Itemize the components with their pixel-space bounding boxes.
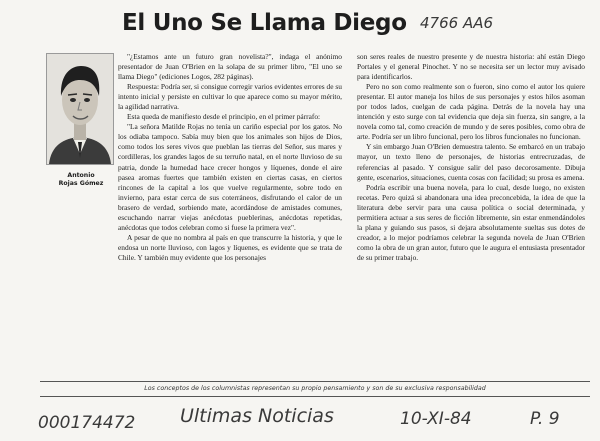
handwritten-page: P. 9 [530,409,560,429]
article-column-2 [357,52,585,263]
paragraph: Respuesta: Podría ser, si consigue corregir varios evidentes errores de su intento inicial y persiste en cultivar lo que aparece como su mayor mérito, la agilidad narrativa. [118,82,342,112]
divider [40,381,590,382]
paragraph: "¿Estamos ante un futuro gran novelista?", indaga el anónimo presentador de Juan O'Brien en la solapa de su primer libro, "El uno se llama Diego" (ediciones Logos, 282 páginas). [118,52,342,82]
handwritten-catalog-number: 4766 AA6 [420,14,494,32]
paragraph: Pero no son como realmente son o fueron, sino como el autor los quiere presentar. El autor maneja los hilos de sus personajes y estos hilos asoman por todos lados, cuelgan de cada página. Detrás de la novela hay una intención y esto surge con tal evidencia que deja sin fuerza, sin sangre, a la novela como tal, como creación de mundo y de seres posibles, como obra de arte. Podría ser un libro funcional, pero los libros funcionales no funcionan. [357,82,585,142]
caption-first-name: Antonio [67,172,95,179]
paragraph: Y sin embargo Juan O'Brien demuestra talento. Se embarcó en un trabajo mayor, un texto lleno de personajes, de historias entrecruzadas, de referencias al pasado. Y consigue salir del paso decorosamente. Dibuja gente, escenarios, situaciones, cuenta cosas con facilidad; su prosa es amena. [357,142,585,182]
paragraph: son seres reales de nuestro presente y de nuestra historia: ahí están Diego Portales y el general Pinochet. Y no se necesita ser un lector muy avisado para identificarlos. [357,52,585,82]
caption-last-name: Rojas Gómez [58,180,104,187]
divider [40,396,590,397]
paragraph: A pesar de que no nombra al país en que transcurre la historia, y que le endosa un norte lluvioso, con lagos y líquenes, es evidente que se trata de Chile. Y también muy evidente que los personajes [118,232,342,262]
handwritten-date: 10-XI-84 [400,409,472,429]
handwritten-archive-code: 000174472 [38,413,136,433]
columnist-disclaimer: Los conceptos de los columnistas representan su propio pensamiento y son de su exclusiva responsabilidad [144,385,486,392]
paragraph: "La señora Matilde Rojas no tenía un cariño especial por los gatos. No los odiaba tampoco. Sabía muy bien que los animales son hijos de Dios, como todos los seres vivos que pueblan las tierras del Señor, sus mares y cordilleras, los grandes lagos de su terruño natal, en el norte lluvioso de su patria, donde la humedad hace crecer hongos y líquenes, donde el aire pasea aromas fuertes que también existen en ciertas casas, en ciertos rincones de la capital a los que vuelve regularmente, sobre todo en invierno, para estar cerca de sus coterráneos, disfrutando el calor de un brasero de verdad, sorbiendo mate, acordándose de amistades comunes, escuchando narrar viejas anécdotas pueblerinas, anécdotas repetidas, anécdotas que todos celebran como si fuese la primera vez". [118,122,342,232]
photo-caption [44,172,118,188]
paragraph: Podría escribir una buena novela, para lo cual, desde luego, no existen recetas. Pero quizá si abandonara una idea preconcebida, la idea de que la literatura debe servir para una causa política o social determinada, y permitiera actuar a sus seres de ficción libremente, sin estar enmendándoles la plana y guiando sus pasos, si dejara absolutamente sueltas sus dotes de creador, a lo mejor podríamos celebrar la segunda novela de Juan O'Brien como la obra de un gran autor, futuro que le augura el entusiasta presentador de su primer trabajo. [357,182,585,262]
article-title: El Uno Se Llama Diego [122,10,407,36]
paragraph: Esta queda de manifiesto desde el principio, en el primer párrafo: [127,112,321,122]
handwritten-source: Ultimas Noticias [180,405,334,427]
article-column-1 [118,52,342,263]
author-photo [46,53,114,165]
